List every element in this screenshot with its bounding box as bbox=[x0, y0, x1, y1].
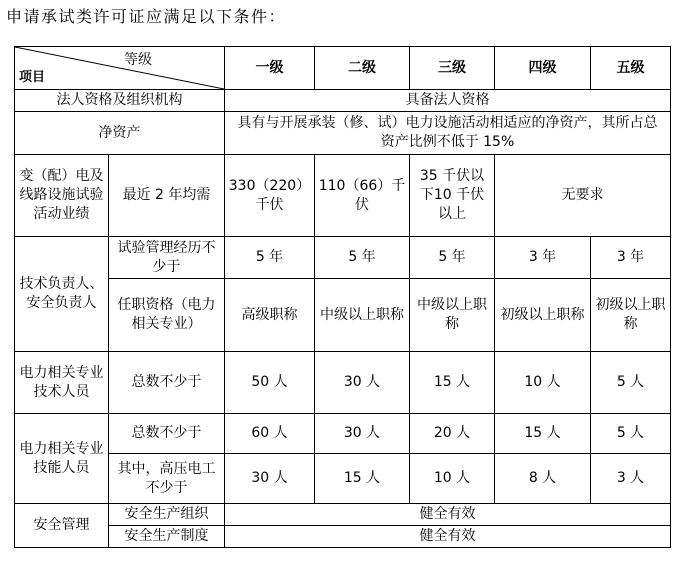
header-item-label: 项目 bbox=[19, 70, 46, 85]
level-4-header: 四级 bbox=[495, 47, 591, 90]
safety-org-label: 安全生产组织 bbox=[109, 504, 225, 526]
level-2-header: 二级 bbox=[315, 47, 410, 90]
skill-total-level-5: 5 人 bbox=[591, 414, 671, 454]
performance-level-4-5: 无要求 bbox=[495, 155, 671, 237]
hv-level-3: 10 人 bbox=[410, 454, 495, 504]
qualification-level-2: 中级以上职称 bbox=[315, 279, 410, 352]
experience-level-3: 5 年 bbox=[410, 237, 495, 279]
safety-label: 安全管理 bbox=[15, 504, 109, 548]
hv-level-4: 8 人 bbox=[495, 454, 591, 504]
safety-system-row bbox=[15, 526, 671, 548]
net-assets-value: 具有与开展承装（修、试）电力设施活动相适应的净资产，其所占总资产比例不低于 15% bbox=[225, 112, 671, 155]
header-diagonal-cell bbox=[15, 47, 225, 90]
skill-staff-total-row bbox=[15, 414, 671, 454]
qualification-label: 任职资格（电力相关专业） bbox=[109, 279, 225, 352]
skill-staff-label: 电力相关专业技能人员 bbox=[15, 414, 109, 504]
level-3-header: 三级 bbox=[410, 47, 495, 90]
header-row bbox=[15, 47, 671, 90]
legal-row bbox=[15, 90, 671, 112]
qualification-level-3: 中级以上职称 bbox=[410, 279, 495, 352]
header-level-label: 等级 bbox=[124, 52, 152, 68]
performance-sub-label: 最近 2 年均需 bbox=[109, 155, 225, 237]
legal-label: 法人资格及组织机构 bbox=[15, 90, 225, 112]
skill-total-level-4: 15 人 bbox=[495, 414, 591, 454]
tech-staff-level-2: 30 人 bbox=[315, 352, 410, 414]
experience-label: 试验管理经历不少于 bbox=[109, 237, 225, 279]
level-1-header: 一级 bbox=[225, 47, 315, 90]
skill-total-level-3: 20 人 bbox=[410, 414, 495, 454]
net-assets-row bbox=[15, 112, 671, 155]
performance-label: 变（配）电及线路设施试验活动业绩 bbox=[15, 155, 109, 237]
hv-level-5: 3 人 bbox=[591, 454, 671, 504]
experience-level-5: 3 年 bbox=[591, 237, 671, 279]
qualification-level-5: 初级以上职称 bbox=[591, 279, 671, 352]
qualification-level-4: 初级以上职称 bbox=[495, 279, 591, 352]
requirements-table bbox=[14, 46, 671, 548]
tech-lead-label: 技术负责人、安全负责人 bbox=[15, 237, 109, 352]
legal-value: 具备法人资格 bbox=[225, 90, 671, 112]
tech-lead-qualification-row bbox=[15, 279, 671, 352]
tech-staff-level-4: 10 人 bbox=[495, 352, 591, 414]
skill-total-level-2: 30 人 bbox=[315, 414, 410, 454]
performance-row bbox=[15, 155, 671, 237]
tech-lead-experience-row bbox=[15, 237, 671, 279]
hv-level-2: 15 人 bbox=[315, 454, 410, 504]
skill-total-level-1: 60 人 bbox=[225, 414, 315, 454]
net-assets-label: 净资产 bbox=[15, 112, 225, 155]
safety-org-row bbox=[15, 504, 671, 526]
performance-level-3: 35 千伏以下10 千伏以上 bbox=[410, 155, 495, 237]
page-title: 申请承试类许可证应满足以下条件： bbox=[6, 7, 287, 26]
performance-level-2: 110（66）千伏 bbox=[315, 155, 410, 237]
skill-staff-hv-row bbox=[15, 454, 671, 504]
safety-org-value: 健全有效 bbox=[225, 504, 671, 526]
hv-level-1: 30 人 bbox=[225, 454, 315, 504]
safety-system-label: 安全生产制度 bbox=[109, 526, 225, 548]
skill-staff-total-label: 总数不少于 bbox=[109, 414, 225, 454]
tech-staff-level-3: 15 人 bbox=[410, 352, 495, 414]
performance-level-1: 330（220）千伏 bbox=[225, 155, 315, 237]
diagonal-line bbox=[15, 47, 224, 89]
level-5-header: 五级 bbox=[591, 47, 671, 90]
experience-level-1: 5 年 bbox=[225, 237, 315, 279]
experience-level-4: 3 年 bbox=[495, 237, 591, 279]
experience-level-2: 5 年 bbox=[315, 237, 410, 279]
tech-staff-row bbox=[15, 352, 671, 414]
tech-staff-sub-label: 总数不少于 bbox=[109, 352, 225, 414]
safety-system-value: 健全有效 bbox=[225, 526, 671, 548]
tech-staff-level-1: 50 人 bbox=[225, 352, 315, 414]
tech-staff-level-5: 5 人 bbox=[591, 352, 671, 414]
qualification-level-1: 高级职称 bbox=[225, 279, 315, 352]
skill-staff-hv-label: 其中，高压电工不少于 bbox=[109, 454, 225, 504]
tech-staff-label: 电力相关专业技术人员 bbox=[15, 352, 109, 414]
